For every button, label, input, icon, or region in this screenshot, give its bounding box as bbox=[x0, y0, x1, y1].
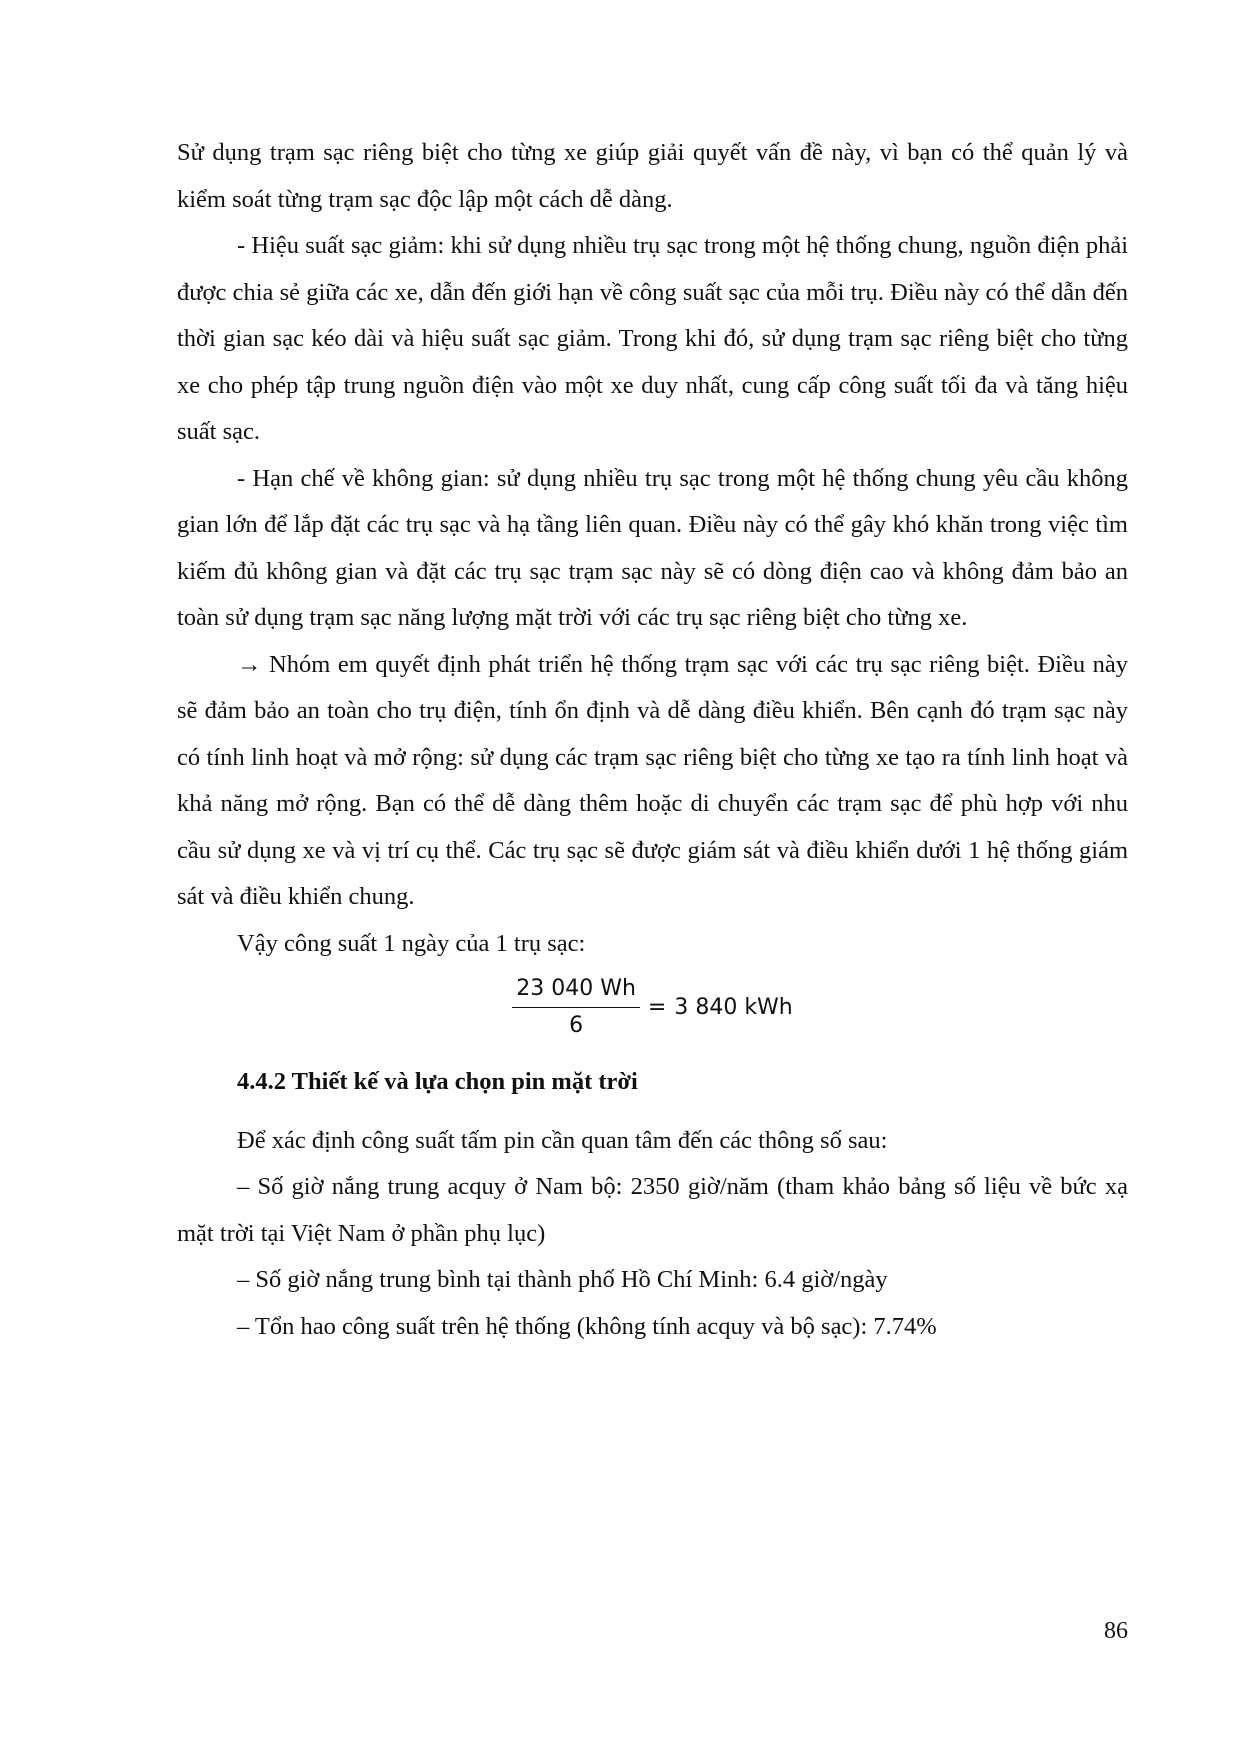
list-item-sun-hours-day: – Số giờ nắng trung bình tại thành phố Hồ Chí Minh: 6.4 giờ/ngày bbox=[237, 1266, 888, 1293]
formula-result: 3 840 kWh bbox=[674, 994, 793, 1020]
paragraph-daily-power: Vậy công suất 1 ngày của 1 trụ sạc: bbox=[237, 929, 586, 957]
formula-equals: = bbox=[647, 994, 667, 1020]
paragraph-space-limitation: - Hạn chế về không gian: sử dụng nhiều trụ sạc trong một hệ thống chung yêu cầu không gian lớn để lắp đặt các trụ sạc và hạ tầng liên quan. Điều này có thể gây khó khăn trong việc tìm kiếm đủ không gian và đặt các trụ sạc trạm sạc này sẽ có dòng điện cao và không đảm bảo an toàn sử dụng trạm sạc năng lượng mặt trời với các trụ sạc riêng biệt cho từng xe. bbox=[177, 464, 1128, 631]
power-formula bbox=[177, 969, 1128, 1045]
list-item-power-loss: – Tổn hao công suất trên hệ thống (không tính acquy và bộ sạc): 7.74% bbox=[237, 1312, 937, 1340]
document-page bbox=[177, 130, 1128, 1350]
page-number: 86 bbox=[1104, 1618, 1128, 1644]
section-intro: Để xác định công suất tấm pin cần quan tâm đến các thông số sau: bbox=[237, 1126, 888, 1154]
formula-denominator: 6 bbox=[569, 1012, 584, 1038]
paragraph-separate-stations: Sử dụng trạm sạc riêng biệt cho từng xe giúp giải quyết vấn đề này, vì bạn có thể quản lý và kiểm soát từng trạm sạc độc lập một cách dễ dàng. bbox=[177, 139, 1128, 213]
formula-numerator: 23 040 Wh bbox=[512, 974, 640, 1008]
list-item-sun-hours-year: – Số giờ nắng trung acquy ở Nam bộ: 2350 giờ/năm (tham khảo bảng số liệu về bức xạ mặt trời tại Việt Nam ở phần phụ lục) bbox=[177, 1173, 1128, 1247]
paragraph-decision: → Nhóm em quyết định phát triển hệ thống trạm sạc với các trụ sạc riêng biệt. Điều này sẽ đảm bảo an toàn cho trụ điện, tính ổn định và dễ dàng điều khiển. Bên cạnh đó trạm sạc này có tính linh hoạt và mở rộng: sử dụng các trạm sạc riêng biệt cho từng xe tạo ra tính linh hoạt và khả năng mở rộng. Bạn có thể dễ dàng thêm hoặc di chuyển các trạm sạc để phù hợp với nhu cầu sử dụng xe và vị trí cụ thể. Các trụ sạc sẽ được giám sát và điều khiển dưới 1 hệ thống giám sát và điều khiển chung. bbox=[177, 650, 1128, 910]
formula-fraction bbox=[512, 974, 640, 1041]
paragraph-charging-efficiency: - Hiệu suất sạc giảm: khi sử dụng nhiều trụ sạc trong một hệ thống chung, nguồn điện phải được chia sẻ giữa các xe, dẫn đến giới hạn về công suất sạc của mỗi trụ. Điều này có thể dẫn đến thời gian sạc kéo dài và hiệu suất sạc giảm. Trong khi đó, sử dụng trạm sạc riêng biệt cho từng xe cho phép tập trung nguồn điện vào một xe duy nhất, cung cấp công suất tối đa và tăng hiệu suất sạc. bbox=[177, 232, 1128, 445]
section-heading: 4.4.2 Thiết kế và lựa chọn pin mặt trời bbox=[237, 1068, 638, 1095]
